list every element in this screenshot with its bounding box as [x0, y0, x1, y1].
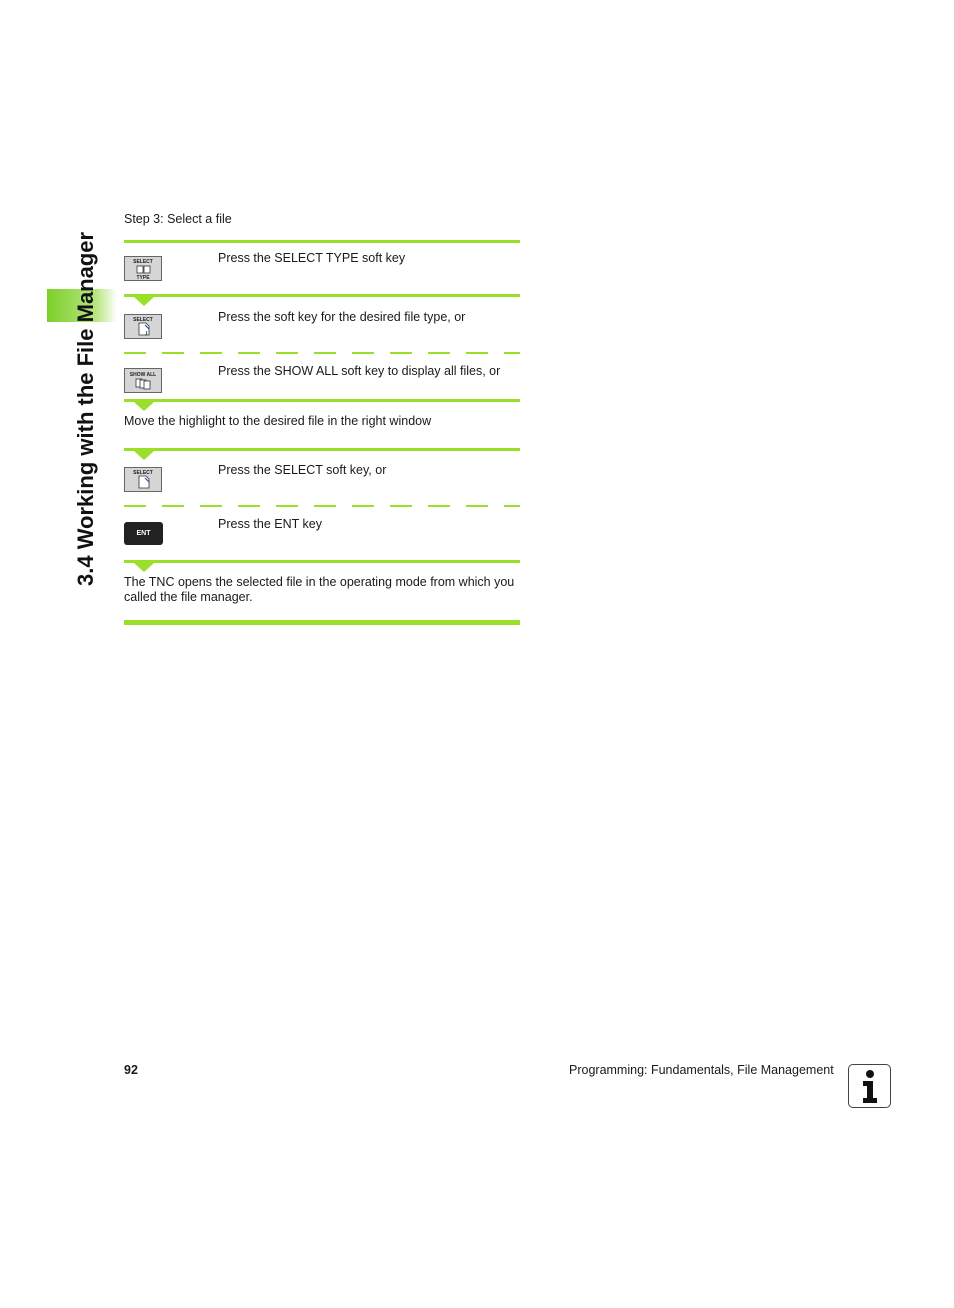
softkey-label: SELECT [133, 259, 153, 265]
instruction-text: Press the soft key for the desired file type, or [218, 310, 466, 324]
file-types-icon [136, 265, 152, 275]
step-heading: Step 3: Select a file [124, 212, 232, 226]
show-all-softkey[interactable] [124, 368, 162, 393]
ent-key[interactable]: ENT [124, 522, 163, 545]
instruction-text: Press the SELECT TYPE soft key [218, 251, 406, 265]
section-end-line [124, 620, 520, 625]
instruction-text: Press the SELECT soft key, or [218, 463, 387, 477]
files-stack-icon [135, 378, 153, 390]
instruction-text: Move the highlight to the desired file in the right window [124, 414, 432, 428]
select-type-softkey[interactable] [124, 256, 162, 281]
footer-chapter: Programming: Fundamentals, File Management [569, 1063, 834, 1077]
alternative-separator [124, 352, 520, 354]
section-title: 3.4 Working with the File Manager [73, 231, 98, 586]
softkey-label: .I [144, 331, 148, 337]
softkey-label: SELECT [133, 317, 153, 323]
softkey-label: SHOW ALL [129, 372, 157, 378]
flow-arrow-icon [134, 297, 154, 306]
flow-arrow-icon [134, 563, 154, 572]
divider-line [124, 560, 520, 563]
divider-line [124, 294, 520, 297]
file-type-softkey[interactable] [124, 314, 162, 339]
divider-line [124, 240, 520, 243]
result-text: The TNC opens the selected file in the operating mode from which you called the file manager. [124, 575, 515, 604]
divider-line [124, 448, 520, 451]
select-softkey[interactable] [124, 467, 162, 492]
file-icon [136, 475, 152, 489]
instruction-text: Press the SHOW ALL soft key to display all files, or [218, 364, 501, 378]
softkey-label: TYPE [136, 275, 150, 281]
alternative-separator [124, 505, 520, 507]
divider-line [124, 399, 520, 402]
info-icon [848, 1064, 891, 1108]
page-number: 92 [124, 1063, 138, 1077]
instruction-text: Press the ENT key [218, 517, 322, 531]
softkey-label: SELECT [133, 470, 153, 476]
flow-arrow-icon [134, 402, 154, 411]
flow-arrow-icon [134, 451, 154, 460]
